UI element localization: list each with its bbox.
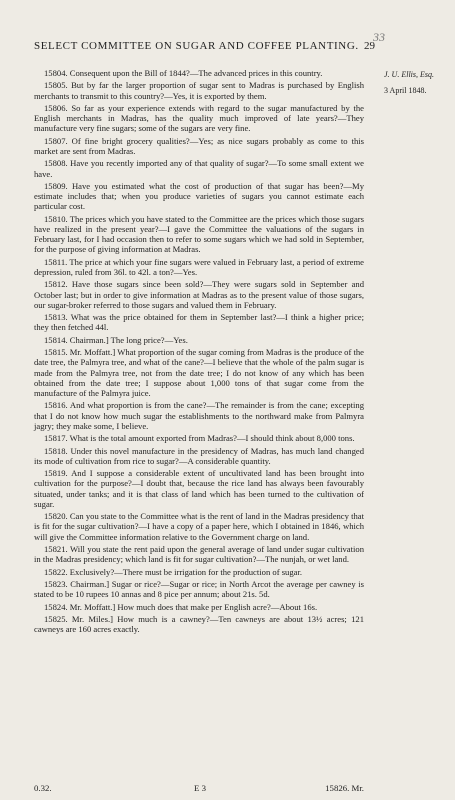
testimony-paragraph: 15811. The price at which your fine sugars were valued in February last, a period of extreme depression, ruled from 36l. to 42l. a ton?—Yes. — [34, 256, 364, 277]
sheet-number: 0.32. — [34, 783, 52, 793]
testimony-paragraph: 15804. Consequent upon the Bill of 1844?—The advanced prices in this country. — [44, 68, 323, 78]
testimony-paragraph: 15815. Mr. Moffatt.] What proportion of the sugar coming from Madras is the produce of the date tree, the Palmyra tree, and what of the cane?—I believe that the whole of the palm sugar is made from the Palmyra tree, not from the date tree; I do not know of any which has been obtained from the date tree; I suppose about 1,000 tons of that sugar come from the manufacture of the Palmyra juice. — [34, 347, 364, 398]
testimony-paragraph: 15810. The prices which you have stated to the Committee are the prices which those sugars have realized in the present year?—I gave the Committee the valuations of the sugars in February last, for I had occasion then to refer to some sugars which we had sold in September, for the purpose of giving information at Madras. — [34, 213, 364, 255]
page-footer — [34, 783, 364, 795]
pencil-annotation: 33 — [373, 30, 385, 44]
testimony-paragraph: 15809. Have you estimated what the cost of production of that sugar has been?—My estimate includes that; when you produce varieties of sugars you cannot estimate each particular cost. — [34, 180, 364, 212]
testimony-paragraph: 15825. Mr. Miles.] How much is a cawney?—Ten cawneys are about 13½ acres; 121 cawneys are 160 acres exactly. — [34, 613, 364, 635]
testimony-paragraph: 15819. And I suppose a considerable extent of uncultivated land has been brought into cultivation for the purpose?—I doubt that, because the rice land has always been favourably situated, under tanks; and it is that class of land which has been turned to the cultivation of sugar. — [34, 468, 364, 509]
testimony-paragraph: 15808. Have you recently imported any of that quality of sugar?—To some small extent we have. — [34, 158, 364, 179]
testimony-paragraph: 15807. Of fine bright grocery qualities?—Yes; as nice sugars probably as come to this market are sent from Madras. — [34, 135, 364, 156]
running-head: SELECT COMMITTEE ON SUGAR AND COFFEE PLANTING. — [34, 40, 359, 52]
signature-mark: E 3 — [194, 783, 206, 793]
testimony-paragraph: 15823. Chairman.] Sugar or rice?—Sugar or rice; in North Arcot the average per cawney is stated to be 10 rupees 10 annas and 8 pice per annum; about 21s. 5d. — [34, 578, 364, 600]
testimony-paragraph: 15821. Will you state the rent paid upon the general average of land under sugar cultivation in the Madras presidency; which land is fit for sugar cultivation?—The nunjah, or wet land. — [34, 543, 364, 565]
testimony-paragraph: 15814. Chairman.] The long price?—Yes. — [44, 334, 188, 345]
testimony-text — [34, 68, 364, 636]
testimony-paragraph: 15822. Exclusively?—There must be irrigation for the production of sugar. — [44, 566, 302, 577]
testimony-paragraph: 15820. Can you state to the Committee what is the rent of land in the Madras presidency that is fit for the sugar cultivation?—I have a copy of a paper here, which I obtained in 1846, which will give the Committee information relative to the Government charge on land. — [34, 511, 364, 542]
session-date: 3 April 1848. — [384, 86, 427, 95]
page-number: 29 — [364, 40, 375, 52]
testimony-paragraph: 15805. But by far the larger proportion of sugar sent to Madras is purchased by English merchants to transmit to this country?—Yes, it is exported by them. — [34, 80, 364, 101]
witness-name: J. U. Ellis, Esq. — [384, 70, 434, 79]
testimony-paragraph: 15824. Mr. Moffatt.] How much does that make per English acre?—About 16s. — [44, 601, 318, 612]
testimony-paragraph: 15812. Have those sugars since been sold?—They were sugars sold in September and October last; but in order to give information at Madras as to the present value of those sugars, our sugar-broker referred to those sugars and valued them in February. — [34, 279, 364, 310]
testimony-paragraph: 15813. What was the price obtained for them in September last?—I think a higher price; they then fetched 44l. — [34, 312, 364, 333]
testimony-paragraph: 15806. So far as your experience extends with regard to the sugar manufactured by the English merchants in Madras, has the quality much improved of late years?—They manufacture very fine sugars; some of the sugars are very fine. — [34, 102, 364, 134]
catchword: 15826. Mr. — [325, 783, 364, 793]
testimony-paragraph: 15817. What is the total amount exported from Madras?—I should think about 8,000 tons. — [44, 433, 355, 444]
testimony-paragraph: 15816. And what proportion is from the cane?—The remainder is from the cane; excepting that I do not know how much sugar the establishments to the northward make from Palmyra jagry; they make some, I believe. — [34, 400, 364, 431]
testimony-paragraph: 15818. Under this novel manufacture in the presidency of Madras, has much land changed its mode of cultivation from rice to sugar?—A considerable quantity. — [34, 445, 364, 466]
